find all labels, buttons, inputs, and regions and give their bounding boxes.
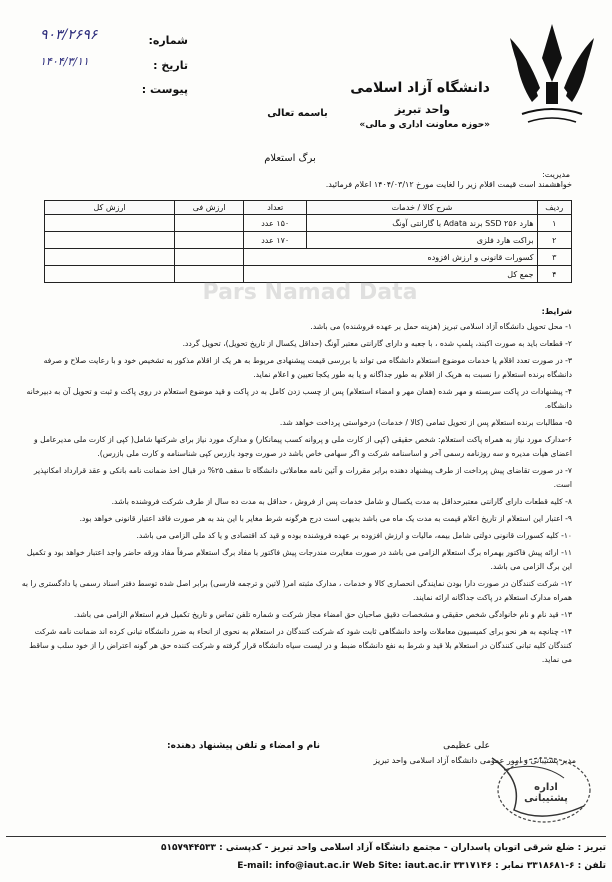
term-item: ۵- مطالبات برنده استعلام پس از تحویل تمامی (کالا / خدمات) درخواستی پرداخت خواهد شد. xyxy=(279,418,572,427)
term-item: ۲- قطعات باید به صورت اکبند، پلمپ شده ، با جعبه و دارای گارانتی معتبر آونگ (حداقل یکسال از تاریخ تحویل)، تحویل گردد. xyxy=(182,339,572,348)
header-total-price: ارزش کل xyxy=(45,201,175,215)
watermark: Pars Namad Data xyxy=(202,280,418,305)
branch-name: واحد تبریز xyxy=(394,103,450,116)
row-quantity: ۱۷۰ عدد xyxy=(244,232,307,249)
table-header-row xyxy=(45,201,572,215)
table-row xyxy=(45,215,572,232)
row-total-price xyxy=(45,249,175,266)
row-description: کسورات قانونی و ارزش افزوده xyxy=(244,249,538,266)
term-item: ۱۱- ارائه پیش فاکتور بهمراه برگ استعلام الزامی می باشد در صورت مغایرت مندرجات پیش فاکتور با مفاد برگ استعلام صرفاً مفاد ورقه حاضر واجد اعتبار خواهد بود و تکمیل این برگ الزامی می باشد. xyxy=(26,548,572,571)
header-description: شرح کالا / خدمات xyxy=(307,201,537,215)
row-unit-price xyxy=(175,215,244,232)
table-row xyxy=(45,249,572,266)
addressee: مدیریت: xyxy=(542,170,570,179)
term-item: ۹- اعتبار این استعلام از تاریخ اعلام قیمت به مدت یک ماه می باشد بدیهی است درج هرگونه شرط مغایر با این بند به هر صورت فاقد اعتبار قانونی خواهد بود. xyxy=(79,514,572,523)
row-quantity: ۱۵۰ عدد xyxy=(244,215,307,232)
term-item: ۶-مدارک مورد نیاز به همراه پاکت استعلام: شخص حقیقی (کپی از کارت ملی و پروانه کسب پیمانکار) و مدارک مورد نیاز برای شرکتها شامل( کپی از کارت ملی مدیرعامل و اعضای هیأت مدیره و سه روزنامه رسمی آخر و اساسنامه شرکت و اگر سهامی خاص باشد در صورت وجود بازرس کپی شناسنامه و کارت ملی بازرس). xyxy=(34,435,572,458)
signatory-name: علی عظیمی xyxy=(443,741,490,751)
row-unit-price xyxy=(175,232,244,249)
number-label: شماره: xyxy=(148,34,188,47)
term-item: ۱۰- کلیه کسورات قانونی دولتی شامل بیمه، مالیات و ارزش افزوده بر عهده فروشنده بوده و قید کد اقتصادی و یا کد ملی الزامی می باشد. xyxy=(136,531,572,540)
official-stamp xyxy=(484,750,594,834)
row-number: ۲ xyxy=(537,232,571,249)
attachment-label: پیوست : xyxy=(141,83,188,96)
header-quantity: تعداد xyxy=(244,201,307,215)
row-description: براکت هارد فلزی xyxy=(307,232,537,249)
number-value: ۹۰۳/۲۶۹۶ xyxy=(40,27,98,43)
row-unit-price xyxy=(175,249,244,266)
term-item: ۱۴- چنانچه به هر نحو برای کمیسیون معاملات واحد دانشگاهی ثابت شود که شرکت کنندگان در استعلام به نحوی از انحاء به ضرر دانشگاه تبانی کرده اند ضمانت نامه شرکت کنندگان کلیه تبانی کنندگان در استعلام بلا قید و شرط به نفع دانشگاه ضبط و در لیست سیاه دانشگاه قرار گرفته و شرکت کننده حق هر گونه اعتراض را از خود سلب و ساقط می نماید. xyxy=(29,627,572,664)
row-number: ۳ xyxy=(537,249,571,266)
deputy-name: «حوزه معاونت اداری و مالی» xyxy=(359,120,490,130)
request-text: خواهشمند است قیمت اقلام زیر را لغایت مورخ ۱۴۰۴/۰۳/۱۲ اعلام فرمائید. xyxy=(325,180,572,189)
term-item: ۱۲- شرکت کنندگان در صورت دارا بودن نمایندگی انحصاری کالا و خدمات ، مدارک مثبته امر( لاتین و ترجمه فارسی) برابر اصل شده توسط دفتر اسناد رسمی یا دادگستری را به همراه مدارک استعلام در پاکت جداگانه ارائه نمایند. xyxy=(21,579,572,602)
motto: باسمه تعالی xyxy=(267,108,328,119)
header-unit-price: ارزش فی xyxy=(175,201,244,215)
table-row xyxy=(45,232,572,249)
date-label: تاریخ : xyxy=(153,59,188,72)
bidder-signature-label: نام و امضاء و تلفن پیشنهاد دهنده: xyxy=(167,741,320,751)
term-item: ۱- محل تحویل دانشگاه آزاد اسلامی تبریز (هزینه حمل بر عهده فروشنده) می باشد. xyxy=(310,322,572,331)
row-description: جمع کل xyxy=(244,266,538,283)
row-number: ۴ xyxy=(537,266,571,283)
term-item: ۷- در صورت تقاضای پیش پرداخت از طرف پیشنهاد دهنده برابر مقررات و آئین نامه معاملاتی دانشگاه تا سقف ۲۵% در قبال اخذ ضمانت نامه بانکی و عقد قرارداد امکانپذیر است. xyxy=(33,466,572,489)
term-item: ۳- در صورت تعدد اقلام یا خدمات موضوع استعلام دانشگاه می تواند با بررسی قیمت پیشنهادی مربوط به هر یک از اقلام مذکور به تشخیص خود و با رعایت صلاح و صرفه دانشگاه برنده استعلام را نسبت به هریک از اقلام به طور جداگانه و یا به طور یکجا تعیین و اعلام نماید. xyxy=(43,356,572,379)
row-description: هارد ۲۵۶ SSD برند Adata با گارانتی آونگ xyxy=(307,215,537,232)
signatory-role: مدیر پشتیبانی و امور عمومی دانشگاه آزاد اسلامی واحد تبریز xyxy=(373,756,576,765)
term-item: ۸- کلیه قطعات دارای گارانتی معتبرحداقل به مدت یکسال و شامل خدمات پس از فروش ، حداقل به مدت ده سال از طرف شرکت فروشنده باشد. xyxy=(111,497,572,506)
stamp-text: اداره پشتیبانی xyxy=(524,782,568,804)
terms-list xyxy=(20,320,572,670)
row-number: ۱ xyxy=(537,215,571,232)
footer xyxy=(6,836,606,871)
row-total-price xyxy=(45,232,175,249)
term-item: ۱۳- قید نام و نام خانوادگی شخص حقیقی و مشخصات دقیق صاحبان حق امضاء مجاز شرکت و شماره تلفن تماس و تاریخ تکمیل فرم استعلام الزامی می باشد. xyxy=(73,610,572,619)
document-title: برگ استعلام xyxy=(264,153,316,164)
items-table xyxy=(44,200,572,283)
header-row-number: ردیف xyxy=(537,201,571,215)
terms-title: شرایط: xyxy=(541,307,572,316)
footer-address: تبریز : ضلع شرقی اتوبان پاسداران - مجتمع دانشگاه آزاد اسلامی واحد تبریز - کدپستی : ۵۱۵۷۹۴۴۵۳۳ xyxy=(161,843,606,853)
university-logo xyxy=(506,18,598,136)
row-total-price xyxy=(45,215,175,232)
date-value: ۱۴۰۴/۳/۱۱ xyxy=(40,55,89,68)
term-item: ۴- پیشنهادات در پاکت سربسته و مهر شده (همان مهر و امضاء استعلام) پس از چسب زدن کامل به در پاکت و قید موضوع استعلام در روی پاکت و ثبت و تحویل آن به دبیرخانه دانشگاه. xyxy=(26,387,572,410)
footer-contact: تلفن : ۶-۳۳۱۸۶۸۱ نمابر : ۳۳۱۷۱۴۶ E-mail: info@iaut.ac.ir Web Site: iaut.ac.ir xyxy=(237,861,606,871)
university-name: دانشگاه آزاد اسلامی xyxy=(350,80,490,96)
